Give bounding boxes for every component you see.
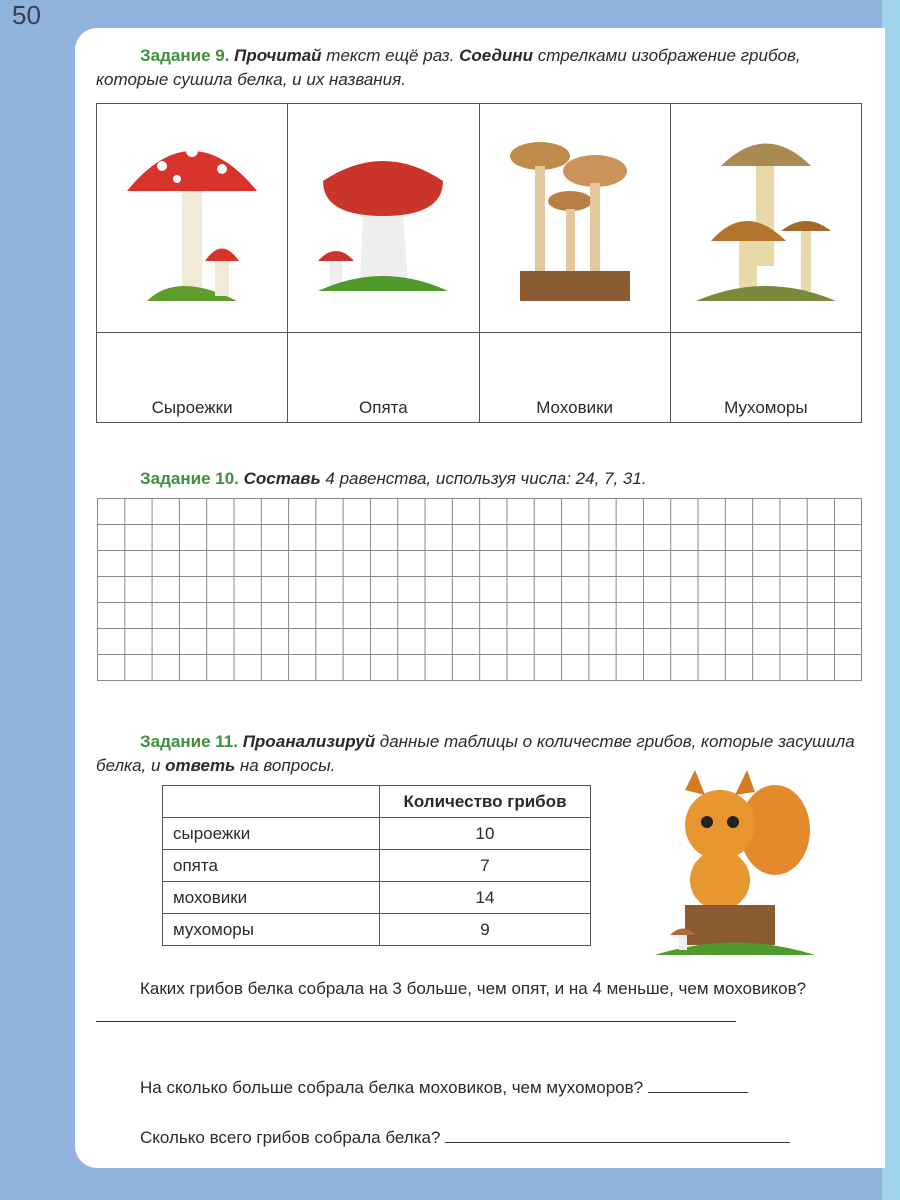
table-row [163, 818, 591, 850]
row-name: мухоморы [163, 914, 380, 946]
task9-verb2: Соедини [459, 46, 533, 65]
table-row [163, 850, 591, 882]
task10-text: 4 равенства, используя числа: 24, 7, 31. [320, 469, 647, 488]
name-syroezhki[interactable]: Сыроежки [97, 333, 288, 423]
task10-verb: Составь [243, 469, 321, 488]
page-number: 50 [12, 0, 41, 30]
row-count: 14 [380, 882, 591, 914]
russula-image[interactable] [288, 104, 479, 333]
table-row [163, 882, 591, 914]
question-1-text: Каких грибов белка собрала на 3 больше, чем опят, и на 4 меньше, чем моховиков? [140, 979, 807, 998]
answer-line-2[interactable] [648, 1092, 748, 1093]
amanita-image[interactable] [97, 104, 288, 333]
row-name: сыроежки [163, 818, 380, 850]
task10-label: Задание 10. [140, 469, 239, 488]
table-row [163, 914, 591, 946]
boletus-image[interactable] [670, 104, 861, 333]
task11-verb2: ответь [165, 756, 236, 775]
question-3-text: Сколько всего грибов собрала белка? [140, 1128, 441, 1147]
task9-text1: текст ещё раз. [321, 46, 460, 65]
task9-label: Задание 9. [140, 46, 230, 65]
answer-line-1[interactable] [96, 1021, 736, 1022]
question-2-text: На сколько больше собрала белка моховиков, чем мухоморов? [140, 1078, 644, 1097]
question-3 [140, 1126, 790, 1150]
column-header: Количество грибов [380, 786, 591, 818]
task9-verb1: Прочитай [234, 46, 322, 65]
task9-instruction [96, 44, 866, 92]
name-mukhomory[interactable]: Мухоморы [670, 333, 861, 423]
row-name: моховики [163, 882, 380, 914]
name-opyata[interactable]: Опята [288, 333, 479, 423]
row-count: 9 [380, 914, 591, 946]
task11-verb1: Проанализируй [242, 732, 376, 751]
answer-line-3[interactable] [445, 1142, 790, 1143]
task9-text2: стрелками изображение грибов, которые сушила белка, и их названия. [96, 46, 801, 89]
row-count: 10 [380, 818, 591, 850]
question-1 [96, 975, 862, 1031]
task11-label: Задание 11. [140, 732, 238, 751]
task10-instruction [140, 467, 647, 491]
task11-text2: на вопросы. [235, 756, 336, 775]
squirrel-illustration [655, 770, 815, 960]
mushroom-table [96, 103, 862, 423]
question-2 [140, 1076, 748, 1100]
honey-fungus-image[interactable] [479, 104, 670, 333]
name-mokhoviki[interactable]: Моховики [479, 333, 670, 423]
task11-text1: данные таблицы о количестве грибов, которые засушила белка, и [96, 732, 855, 775]
mushroom-count-table [162, 785, 591, 946]
answer-grid[interactable] [97, 498, 862, 681]
table-header-row [163, 786, 591, 818]
row-name: опята [163, 850, 380, 882]
row-count: 7 [380, 850, 591, 882]
